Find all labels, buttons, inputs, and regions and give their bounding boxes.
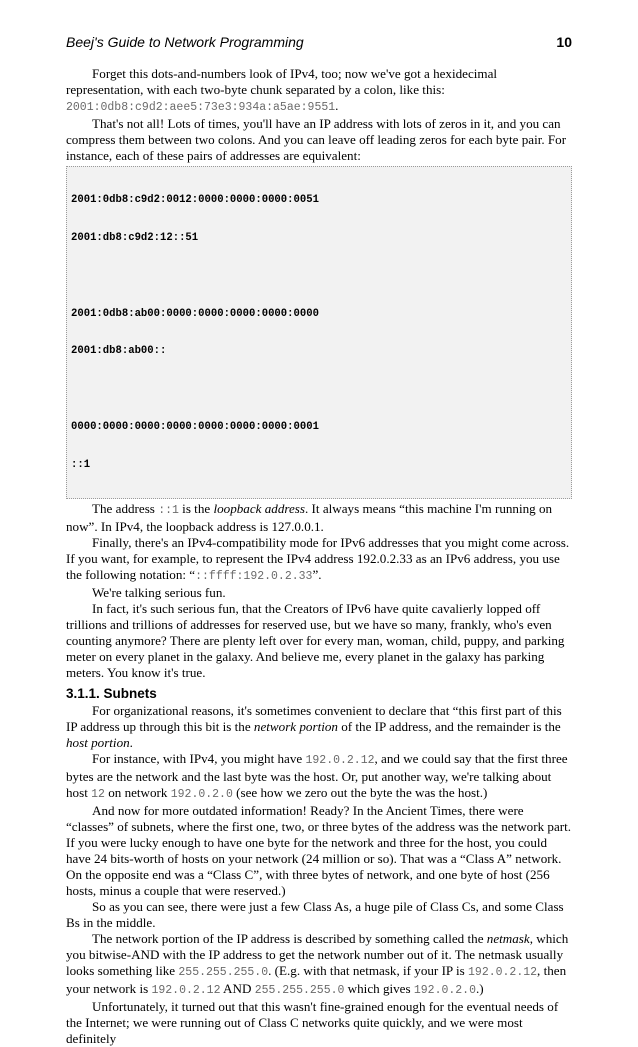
inline-code: ::1 bbox=[158, 504, 179, 518]
code-line: 2001:0db8:ab00:0000:0000:0000:0000:0000 bbox=[71, 307, 319, 320]
text: of the IP address, and the remainder is the bbox=[337, 719, 561, 735]
code-line: 2001:0db8:c9d2:0012:0000:0000:0000:0051 bbox=[71, 194, 319, 207]
text: . It always means “this machine I'm running on now”. In IPv4, the loopback address is 127.0.0.1. bbox=[66, 501, 553, 535]
running-header bbox=[66, 34, 572, 56]
text: which gives bbox=[344, 981, 414, 997]
paragraph-netmask bbox=[66, 931, 572, 999]
paragraph-class-counts: So as you can see, there were just a few Class As, a huge pile of Class Cs, and some Class Bs in the middle. bbox=[66, 899, 564, 931]
inline-code: 192.0.2.12 bbox=[305, 754, 375, 768]
inline-code: 12 bbox=[91, 788, 105, 802]
code-line: 2001:db8:c9d2:12::51 bbox=[71, 231, 199, 244]
paragraph-ipv4-compat bbox=[66, 535, 572, 585]
paragraph-network-portion bbox=[66, 703, 572, 751]
inline-code: 2001:0db8:c9d2:aee5:73e3:934a:a5ae:9551 bbox=[66, 101, 336, 114]
text: ”. bbox=[312, 567, 322, 583]
text: Finally, there's an IPv4-compatibility mode for IPv6 addresses that you might come across. If you want, for example, to represent the IPv4 address 192.0.2.33 as an IPv6 address, you use the following notation: “ bbox=[66, 535, 570, 583]
paragraph-classes: And now for more outdated information! Ready? In the Ancient Times, there were “classes” of subnets, where the first one, two, or three bytes of the address was the network part. If you were lucky enough to have one byte for the network and three for the host, you could have 24 bits-worth of hosts on your network (24 million or so). That was a “Class A” network. On the opposite end was a “Class C”, with three bytes of network, and one byte of host (256 hosts, minus a couple that were reserved.) bbox=[66, 803, 572, 899]
code-line-blank bbox=[71, 383, 567, 396]
emphasis: network portion bbox=[253, 719, 338, 735]
text: .) bbox=[476, 981, 484, 997]
text: , then your network is bbox=[66, 963, 567, 997]
code-line: 0000:0000:0000:0000:0000:0000:0000:0001 bbox=[71, 420, 319, 433]
text: For organizational reasons, it's sometimes convenient to declare that “this first part of this IP address up through this bit is the bbox=[66, 703, 562, 735]
text: , and we could say that the first three bytes are the network and the last byte was the host. Or, put another way, we're talking about host bbox=[66, 751, 568, 801]
book-title: Beej's Guide to Network Programming bbox=[66, 34, 304, 50]
inline-code: 255.255.255.0 bbox=[178, 966, 269, 980]
text: Forget this dots-and-numbers look of IPv4, too; now we've got a hexidecimal representation, with each two-byte chunk separated by a colon, like this: bbox=[66, 66, 498, 97]
text: The network portion of the IP address is described by something called the bbox=[92, 931, 487, 947]
inline-code: 192.0.2.12 bbox=[151, 984, 221, 998]
paragraph-running-out: Unfortunately, it turned out that this wasn't fine-grained enough for the eventual needs of the Internet; we were running out of Class C networks quite quickly, and we were most definitely bbox=[66, 999, 559, 1047]
code-line: 2001:db8:ab00:: bbox=[71, 345, 167, 358]
text: is the bbox=[178, 501, 214, 517]
code-line: ::1 bbox=[71, 458, 91, 471]
text: For instance, with IPv4, you might have bbox=[92, 751, 306, 767]
text: (see how we zero out the byte the was the host.) bbox=[232, 785, 488, 801]
text: The address bbox=[92, 501, 159, 517]
paragraph-hex-representation bbox=[66, 66, 572, 116]
paragraph-loopback bbox=[66, 501, 572, 535]
code-block-ipv6-examples bbox=[66, 166, 572, 499]
emphasis: loopback address bbox=[213, 501, 305, 517]
paragraph-compress-zeros: That's not all! Lots of times, you'll have an IP address with lots of zeros in it, and you can compress them between two colons. And you can leave off leading zeros for each byte pair. For instance, each of these pairs of addresses are equivalent: bbox=[66, 116, 567, 163]
inline-code: ::ffff:192.0.2.33 bbox=[195, 570, 313, 584]
text: AND bbox=[220, 981, 255, 997]
paragraph-reserved-addresses: In fact, it's such serious fun, that the Creators of IPv6 have quite cavalierly lopped off trillions and trillions of addresses for reserved use, but we have so many, frankly, who's even counting anymore? There are plenty left over for every man, woman, child, puppy, and parking meter on every planet in the galaxy. And believe me, every planet in the galaxy has parking meters. You know it's true. bbox=[66, 601, 565, 681]
inline-code: 192.0.2.12 bbox=[468, 966, 538, 980]
section-heading-subnets: 3.1.1. Subnets bbox=[66, 686, 157, 702]
inline-code: 255.255.255.0 bbox=[254, 984, 345, 998]
paragraph-serious-fun: We're talking serious fun. bbox=[92, 585, 226, 601]
text: on network bbox=[104, 785, 171, 801]
page-number: 10 bbox=[556, 34, 572, 50]
text: , which you bitwise-AND with the IP address to get the network number out of it. The netmask usually looks something like bbox=[66, 931, 569, 979]
page-content bbox=[66, 66, 572, 1047]
paragraph-ipv4-example bbox=[66, 751, 572, 803]
inline-code: 192.0.2.0 bbox=[413, 984, 476, 998]
emphasis: netmask bbox=[486, 931, 530, 947]
text: . bbox=[335, 98, 339, 113]
emphasis: host portion bbox=[66, 735, 130, 751]
inline-code: 192.0.2.0 bbox=[170, 788, 233, 802]
text: . (E.g. with that netmask, if your IP is bbox=[268, 963, 469, 979]
code-line-blank bbox=[71, 270, 567, 283]
text: . bbox=[129, 735, 133, 751]
